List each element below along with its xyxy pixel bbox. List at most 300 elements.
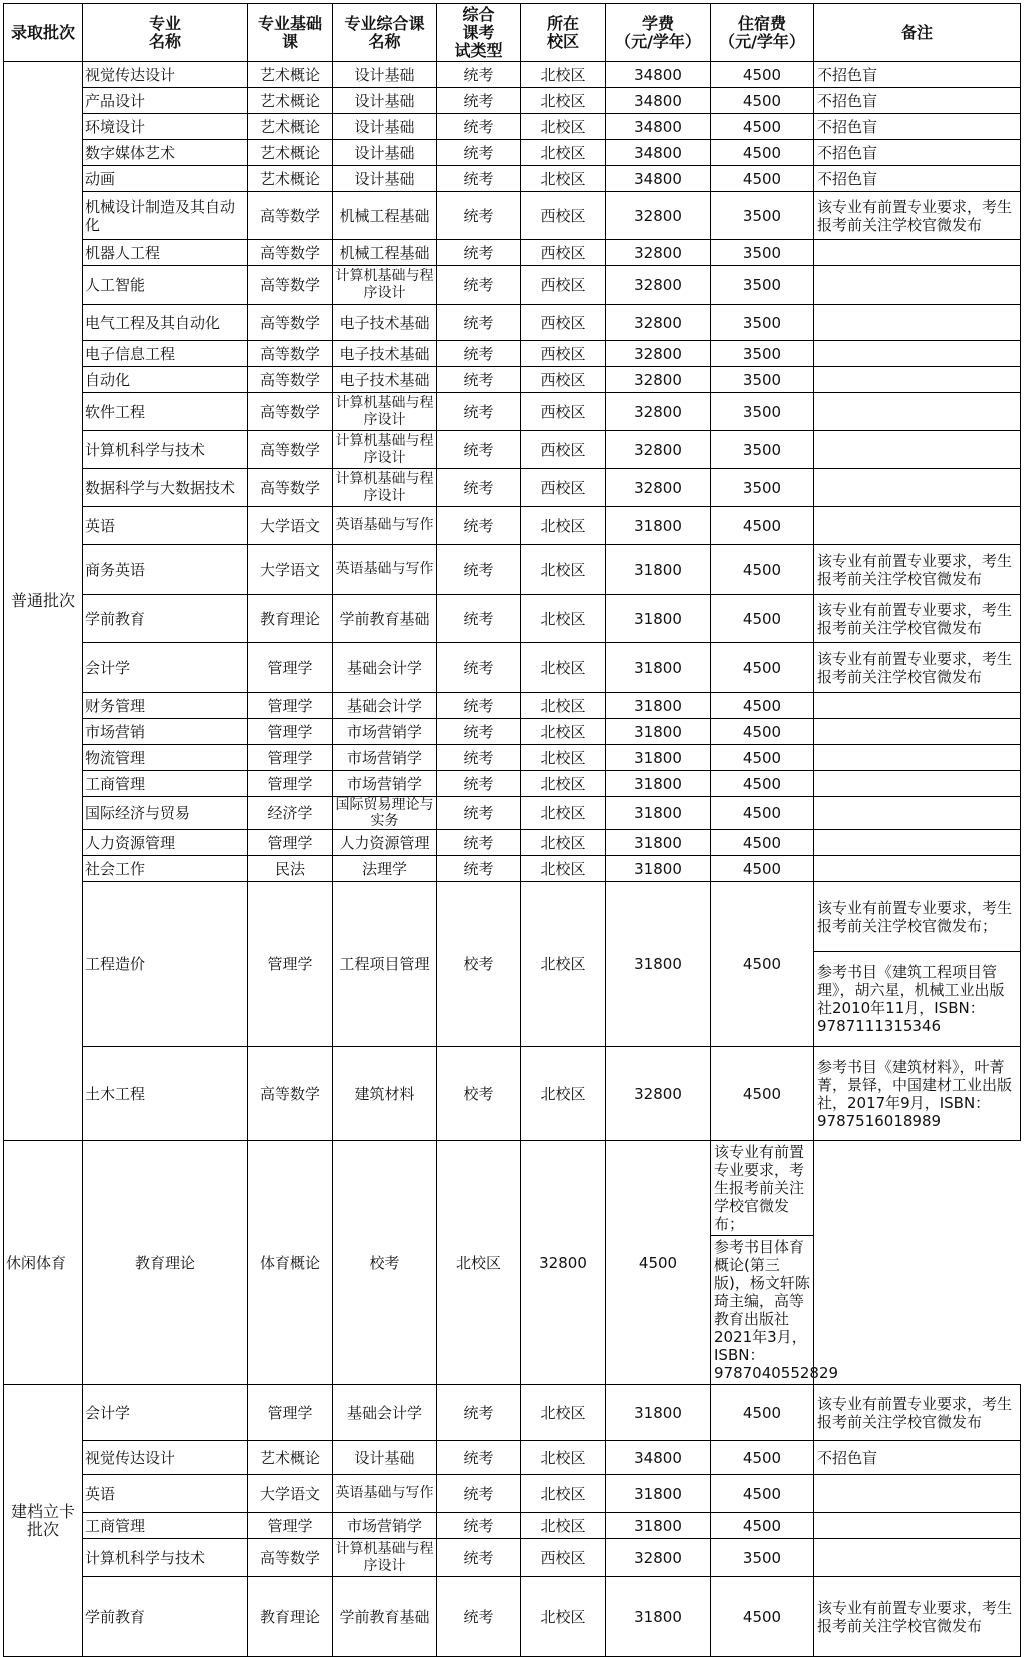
cell-exam: 统考 bbox=[437, 88, 521, 114]
cell-comp: 机械工程基础 bbox=[333, 240, 437, 266]
cell-dorm: 4500 bbox=[711, 1475, 814, 1513]
cell-campus: 北校区 bbox=[521, 88, 606, 114]
cell-major: 国际经济与贸易 bbox=[83, 797, 248, 830]
cell-campus: 北校区 bbox=[521, 1475, 606, 1513]
cell-exam: 统考 bbox=[437, 192, 521, 240]
table-row bbox=[4, 166, 1021, 192]
cell-dorm: 4500 bbox=[711, 719, 814, 745]
cell-comp: 市场营销学 bbox=[333, 1513, 437, 1539]
header-major: 专业 名称 bbox=[83, 4, 248, 62]
cell-campus: 北校区 bbox=[521, 1047, 606, 1141]
cell-note bbox=[814, 305, 1021, 341]
table-row bbox=[4, 469, 1021, 507]
cell-tuition: 31800 bbox=[606, 830, 711, 856]
cell-dorm: 4500 bbox=[711, 166, 814, 192]
table-row bbox=[4, 140, 1021, 166]
cell-campus: 西校区 bbox=[521, 393, 606, 431]
cell-note: 该专业有前置专业要求，考生报考前关注学校官微发布； bbox=[814, 882, 1021, 952]
cell-exam: 统考 bbox=[437, 1513, 521, 1539]
cell-campus: 北校区 bbox=[521, 830, 606, 856]
cell-comp: 机械工程基础 bbox=[333, 192, 437, 240]
cell-basic: 艺术概论 bbox=[248, 1441, 333, 1475]
batch-card: 建档立卡 批次 bbox=[4, 1385, 83, 1657]
cell-campus: 北校区 bbox=[521, 114, 606, 140]
cell-dorm: 4500 bbox=[711, 1385, 814, 1441]
cell-major: 人力资源管理 bbox=[83, 830, 248, 856]
cell-note bbox=[814, 367, 1021, 393]
cell-campus: 西校区 bbox=[521, 431, 606, 469]
cell-comp: 设计基础 bbox=[333, 88, 437, 114]
cell-comp: 计算机基础与程序设计 bbox=[333, 266, 437, 305]
cell-comp: 电子技术基础 bbox=[333, 305, 437, 341]
cell-tuition: 32800 bbox=[606, 341, 711, 367]
cell-comp: 市场营销学 bbox=[333, 719, 437, 745]
cell-note bbox=[814, 393, 1021, 431]
cell-comp: 基础会计学 bbox=[333, 693, 437, 719]
cell-basic: 管理学 bbox=[248, 693, 333, 719]
cell-tuition: 31800 bbox=[606, 882, 711, 1047]
cell-exam: 统考 bbox=[437, 771, 521, 797]
cell-comp: 设计基础 bbox=[333, 166, 437, 192]
cell-comp: 建筑材料 bbox=[333, 1047, 437, 1141]
cell-basic: 高等数学 bbox=[248, 240, 333, 266]
cell-major: 电子信息工程 bbox=[83, 341, 248, 367]
cell-comp: 基础会计学 bbox=[333, 643, 437, 693]
cell-basic: 艺术概论 bbox=[248, 62, 333, 88]
cell-exam: 校考 bbox=[437, 1047, 521, 1141]
cell-major: 电气工程及其自动化 bbox=[83, 305, 248, 341]
header-exam-type: 综合 课考 试类型 bbox=[437, 4, 521, 62]
table-row bbox=[4, 643, 1021, 693]
cell-dorm: 4500 bbox=[711, 545, 814, 595]
cell-dorm: 3500 bbox=[711, 431, 814, 469]
cell-exam: 统考 bbox=[437, 367, 521, 393]
cell-tuition: 31800 bbox=[606, 643, 711, 693]
cell-comp: 英语基础与写作 bbox=[333, 545, 437, 595]
table-row bbox=[4, 1141, 1021, 1236]
cell-comp: 设计基础 bbox=[333, 1441, 437, 1475]
cell-exam: 统考 bbox=[437, 341, 521, 367]
cell-basic: 管理学 bbox=[248, 643, 333, 693]
table-row bbox=[4, 745, 1021, 771]
cell-basic: 艺术概论 bbox=[248, 166, 333, 192]
cell-dorm: 3500 bbox=[711, 341, 814, 367]
cell-basic: 高等数学 bbox=[248, 469, 333, 507]
cell-tuition: 31800 bbox=[606, 1513, 711, 1539]
cell-basic: 管理学 bbox=[248, 745, 333, 771]
cell-note: 该专业有前置专业要求，考生报考前关注学校官微发布 bbox=[814, 1577, 1021, 1657]
cell-note: 该专业有前置专业要求，考生报考前关注学校官微发布 bbox=[814, 192, 1021, 240]
cell-campus: 西校区 bbox=[521, 266, 606, 305]
cell-note bbox=[814, 1475, 1021, 1513]
cell-note: 该专业有前置专业要求，考生报考前关注学校官微发布 bbox=[814, 595, 1021, 643]
cell-campus: 北校区 bbox=[521, 507, 606, 545]
cell-basic: 高等数学 bbox=[248, 192, 333, 240]
cell-comp: 工程项目管理 bbox=[333, 882, 437, 1047]
table-row bbox=[4, 797, 1021, 830]
cell-note bbox=[814, 719, 1021, 745]
cell-major: 英语 bbox=[83, 507, 248, 545]
table-row bbox=[4, 1577, 1021, 1657]
cell-tuition: 31800 bbox=[606, 1577, 711, 1657]
cell-major: 学前教育 bbox=[83, 595, 248, 643]
header-batch: 录取批次 bbox=[4, 4, 83, 62]
cell-exam: 统考 bbox=[437, 693, 521, 719]
cell-basic: 高等数学 bbox=[248, 341, 333, 367]
table-row bbox=[4, 367, 1021, 393]
cell-note bbox=[814, 469, 1021, 507]
cell-exam: 统考 bbox=[437, 797, 521, 830]
cell-major: 会计学 bbox=[83, 1385, 248, 1441]
cell-tuition: 31800 bbox=[606, 545, 711, 595]
cell-basic: 教育理论 bbox=[248, 595, 333, 643]
cell-dorm: 4500 bbox=[711, 595, 814, 643]
cell-basic: 艺术概论 bbox=[248, 140, 333, 166]
cell-dorm: 3500 bbox=[711, 192, 814, 240]
cell-tuition: 32800 bbox=[606, 367, 711, 393]
cell-dorm: 4500 bbox=[711, 62, 814, 88]
cell-comp: 计算机基础与程序设计 bbox=[333, 393, 437, 431]
cell-tuition: 32800 bbox=[606, 266, 711, 305]
cell-basic: 高等数学 bbox=[248, 431, 333, 469]
cell-note bbox=[814, 1513, 1021, 1539]
table-row bbox=[4, 595, 1021, 643]
cell-major: 土木工程 bbox=[83, 1047, 248, 1141]
cell-exam: 统考 bbox=[437, 856, 521, 882]
cell-comp: 计算机基础与程序设计 bbox=[333, 1539, 437, 1577]
cell-comp: 设计基础 bbox=[333, 62, 437, 88]
cell-major: 商务英语 bbox=[83, 545, 248, 595]
cell-campus: 西校区 bbox=[521, 367, 606, 393]
cell-comp: 电子技术基础 bbox=[333, 341, 437, 367]
cell-major: 数据科学与大数据技术 bbox=[83, 469, 248, 507]
cell-note: 该专业有前置专业要求，考生报考前关注学校官微发布 bbox=[814, 545, 1021, 595]
cell-dorm: 4500 bbox=[711, 745, 814, 771]
cell-major: 会计学 bbox=[83, 643, 248, 693]
cell-tuition: 31800 bbox=[606, 507, 711, 545]
cell-dorm: 4500 bbox=[606, 1141, 711, 1385]
cell-tuition: 32800 bbox=[606, 431, 711, 469]
cell-dorm: 4500 bbox=[711, 882, 814, 1047]
table-row bbox=[4, 192, 1021, 240]
cell-major: 软件工程 bbox=[83, 393, 248, 431]
cell-campus: 西校区 bbox=[521, 341, 606, 367]
cell-dorm: 3500 bbox=[711, 266, 814, 305]
cell-tuition: 31800 bbox=[606, 771, 711, 797]
cell-tuition: 34800 bbox=[606, 1441, 711, 1475]
cell-note bbox=[814, 240, 1021, 266]
cell-note: 参考书目《建筑材料》，叶菁菁，景铎，中国建材工业出版社，2017年9月，ISBN：9787516018989 bbox=[814, 1047, 1021, 1141]
table-row bbox=[4, 1441, 1021, 1475]
cell-campus: 西校区 bbox=[521, 305, 606, 341]
cell-campus: 北校区 bbox=[521, 140, 606, 166]
cell-dorm: 4500 bbox=[711, 643, 814, 693]
cell-note bbox=[814, 830, 1021, 856]
cell-exam: 统考 bbox=[437, 643, 521, 693]
cell-comp: 人力资源管理 bbox=[333, 830, 437, 856]
cell-exam: 统考 bbox=[437, 507, 521, 545]
cell-basic: 教育理论 bbox=[83, 1141, 248, 1385]
cell-campus: 北校区 bbox=[521, 62, 606, 88]
cell-exam: 统考 bbox=[437, 1385, 521, 1441]
cell-tuition: 34800 bbox=[606, 88, 711, 114]
cell-exam: 统考 bbox=[437, 545, 521, 595]
cell-tuition: 32800 bbox=[606, 192, 711, 240]
cell-exam: 统考 bbox=[437, 114, 521, 140]
cell-major: 社会工作 bbox=[83, 856, 248, 882]
cell-note bbox=[814, 771, 1021, 797]
cell-note: 该专业有前置专业要求，考生报考前关注学校官微发布 bbox=[814, 1385, 1021, 1441]
cell-basic: 高等数学 bbox=[248, 1047, 333, 1141]
cell-basic: 管理学 bbox=[248, 719, 333, 745]
cell-dorm: 4500 bbox=[711, 797, 814, 830]
table-row bbox=[4, 1385, 1021, 1441]
cell-basic: 高等数学 bbox=[248, 266, 333, 305]
cell-exam: 统考 bbox=[437, 1441, 521, 1475]
cell-campus: 西校区 bbox=[521, 469, 606, 507]
cell-dorm: 3500 bbox=[711, 469, 814, 507]
cell-major: 人工智能 bbox=[83, 266, 248, 305]
cell-comp: 学前教育基础 bbox=[333, 1577, 437, 1657]
cell-tuition: 31800 bbox=[606, 745, 711, 771]
cell-exam: 统考 bbox=[437, 719, 521, 745]
cell-note bbox=[814, 507, 1021, 545]
cell-note: 参考书目体育概论(第三版)，杨文轩陈琦主编，高等教育出版社 2021年3月，ISBN：9787040552829 bbox=[711, 1236, 814, 1385]
cell-note bbox=[814, 431, 1021, 469]
cell-note: 不招色盲 bbox=[814, 62, 1021, 88]
table-row bbox=[4, 719, 1021, 745]
cell-basic: 艺术概论 bbox=[248, 88, 333, 114]
cell-basic: 大学语文 bbox=[248, 1475, 333, 1513]
cell-note: 参考书目《建筑工程项目管理》，胡六星，机械工业出版社2010年11月，ISBN：9787111315346 bbox=[814, 952, 1021, 1047]
cell-major: 动画 bbox=[83, 166, 248, 192]
cell-major: 自动化 bbox=[83, 367, 248, 393]
cell-exam: 统考 bbox=[437, 240, 521, 266]
table-row bbox=[4, 114, 1021, 140]
cell-campus: 北校区 bbox=[521, 166, 606, 192]
cell-exam: 统考 bbox=[437, 1577, 521, 1657]
cell-major: 视觉传达设计 bbox=[83, 62, 248, 88]
cell-campus: 西校区 bbox=[521, 240, 606, 266]
cell-dorm: 3500 bbox=[711, 1539, 814, 1577]
cell-note bbox=[814, 693, 1021, 719]
table-row bbox=[4, 341, 1021, 367]
header-note: 备注 bbox=[814, 4, 1021, 62]
cell-tuition: 31800 bbox=[606, 1385, 711, 1441]
cell-tuition: 32800 bbox=[606, 1539, 711, 1577]
cell-exam: 统考 bbox=[437, 140, 521, 166]
header-dorm-fee: 住宿费 （元/学年） bbox=[711, 4, 814, 62]
cell-basic: 高等数学 bbox=[248, 1539, 333, 1577]
cell-major: 英语 bbox=[83, 1475, 248, 1513]
cell-comp: 计算机基础与程序设计 bbox=[333, 469, 437, 507]
cell-note: 该专业有前置专业要求，考生报考前关注学校官微发布 bbox=[814, 643, 1021, 693]
table-row bbox=[4, 830, 1021, 856]
cell-basic: 管理学 bbox=[248, 882, 333, 1047]
cell-comp: 英语基础与写作 bbox=[333, 507, 437, 545]
cell-exam: 统考 bbox=[437, 469, 521, 507]
cell-dorm: 4500 bbox=[711, 1047, 814, 1141]
admission-table bbox=[3, 3, 1021, 1657]
cell-campus: 北校区 bbox=[521, 1385, 606, 1441]
cell-dorm: 3500 bbox=[711, 240, 814, 266]
cell-campus: 北校区 bbox=[521, 595, 606, 643]
cell-comp: 英语基础与写作 bbox=[333, 1475, 437, 1513]
cell-major: 工程造价 bbox=[83, 882, 248, 1047]
cell-campus: 北校区 bbox=[521, 545, 606, 595]
cell-major: 产品设计 bbox=[83, 88, 248, 114]
cell-basic: 教育理论 bbox=[248, 1577, 333, 1657]
cell-campus: 北校区 bbox=[521, 797, 606, 830]
cell-major: 计算机科学与技术 bbox=[83, 431, 248, 469]
table-row bbox=[4, 88, 1021, 114]
cell-exam: 统考 bbox=[437, 305, 521, 341]
cell-major: 工商管理 bbox=[83, 771, 248, 797]
cell-exam: 统考 bbox=[437, 830, 521, 856]
cell-campus: 北校区 bbox=[521, 719, 606, 745]
table-row bbox=[4, 240, 1021, 266]
cell-comp: 体育概论 bbox=[248, 1141, 333, 1385]
cell-dorm: 4500 bbox=[711, 507, 814, 545]
cell-dorm: 4500 bbox=[711, 771, 814, 797]
cell-comp: 电子技术基础 bbox=[333, 367, 437, 393]
cell-major: 工商管理 bbox=[83, 1513, 248, 1539]
cell-note: 不招色盲 bbox=[814, 166, 1021, 192]
table-row bbox=[4, 1539, 1021, 1577]
cell-tuition: 32800 bbox=[606, 1047, 711, 1141]
cell-major: 市场营销 bbox=[83, 719, 248, 745]
cell-campus: 北校区 bbox=[521, 693, 606, 719]
cell-tuition: 32800 bbox=[606, 469, 711, 507]
header-tuition: 学费 （元/学年） bbox=[606, 4, 711, 62]
table-row bbox=[4, 62, 1021, 88]
table-row bbox=[4, 882, 1021, 952]
cell-campus: 北校区 bbox=[521, 1441, 606, 1475]
cell-dorm: 4500 bbox=[711, 830, 814, 856]
cell-note bbox=[814, 266, 1021, 305]
cell-major: 数字媒体艺术 bbox=[83, 140, 248, 166]
cell-exam: 统考 bbox=[437, 1539, 521, 1577]
cell-campus: 北校区 bbox=[521, 1513, 606, 1539]
cell-dorm: 4500 bbox=[711, 1577, 814, 1657]
cell-basic: 大学语文 bbox=[248, 507, 333, 545]
cell-tuition: 34800 bbox=[606, 62, 711, 88]
cell-exam: 统考 bbox=[437, 745, 521, 771]
cell-dorm: 4500 bbox=[711, 114, 814, 140]
cell-major: 机械设计制造及其自动化 bbox=[83, 192, 248, 240]
cell-dorm: 4500 bbox=[711, 856, 814, 882]
table-row bbox=[4, 1047, 1021, 1141]
cell-tuition: 34800 bbox=[606, 140, 711, 166]
cell-comp: 法理学 bbox=[333, 856, 437, 882]
cell-basic: 艺术概论 bbox=[248, 114, 333, 140]
cell-tuition: 31800 bbox=[606, 856, 711, 882]
cell-exam: 统考 bbox=[437, 62, 521, 88]
table-row bbox=[4, 856, 1021, 882]
cell-dorm: 3500 bbox=[711, 305, 814, 341]
table-row bbox=[4, 1513, 1021, 1539]
cell-basic: 高等数学 bbox=[248, 393, 333, 431]
header-row bbox=[4, 4, 1021, 62]
cell-comp: 计算机基础与程序设计 bbox=[333, 431, 437, 469]
cell-exam: 校考 bbox=[333, 1141, 437, 1385]
cell-exam: 统考 bbox=[437, 393, 521, 431]
cell-comp: 市场营销学 bbox=[333, 745, 437, 771]
cell-note: 不招色盲 bbox=[814, 114, 1021, 140]
cell-tuition: 31800 bbox=[606, 719, 711, 745]
cell-note bbox=[814, 1539, 1021, 1577]
cell-basic: 大学语文 bbox=[248, 545, 333, 595]
cell-tuition: 31800 bbox=[606, 595, 711, 643]
cell-campus: 西校区 bbox=[521, 1539, 606, 1577]
cell-note: 不招色盲 bbox=[814, 88, 1021, 114]
cell-basic: 经济学 bbox=[248, 797, 333, 830]
header-basic-course: 专业基础 课 bbox=[248, 4, 333, 62]
cell-campus: 北校区 bbox=[521, 882, 606, 1047]
cell-campus: 西校区 bbox=[521, 192, 606, 240]
header-comprehensive-course: 专业综合课 名称 bbox=[333, 4, 437, 62]
cell-note bbox=[814, 341, 1021, 367]
table-row bbox=[4, 393, 1021, 431]
cell-tuition: 31800 bbox=[606, 797, 711, 830]
cell-exam: 统考 bbox=[437, 266, 521, 305]
batch-regular: 普通批次 bbox=[4, 62, 83, 1141]
cell-major: 计算机科学与技术 bbox=[83, 1539, 248, 1577]
cell-basic: 高等数学 bbox=[248, 305, 333, 341]
cell-note bbox=[814, 856, 1021, 882]
cell-major: 机器人工程 bbox=[83, 240, 248, 266]
cell-exam: 统考 bbox=[437, 595, 521, 643]
cell-dorm: 4500 bbox=[711, 1441, 814, 1475]
cell-note bbox=[814, 797, 1021, 830]
cell-dorm: 4500 bbox=[711, 88, 814, 114]
cell-campus: 北校区 bbox=[521, 745, 606, 771]
cell-basic: 管理学 bbox=[248, 1513, 333, 1539]
cell-note: 不招色盲 bbox=[814, 1441, 1021, 1475]
cell-dorm: 3500 bbox=[711, 367, 814, 393]
cell-basic: 管理学 bbox=[248, 830, 333, 856]
cell-basic: 管理学 bbox=[248, 771, 333, 797]
cell-basic: 管理学 bbox=[248, 1385, 333, 1441]
header-campus: 所在 校区 bbox=[521, 4, 606, 62]
cell-exam: 统考 bbox=[437, 166, 521, 192]
cell-comp: 设计基础 bbox=[333, 140, 437, 166]
cell-comp: 基础会计学 bbox=[333, 1385, 437, 1441]
cell-major: 环境设计 bbox=[83, 114, 248, 140]
cell-tuition: 34800 bbox=[606, 114, 711, 140]
cell-dorm: 4500 bbox=[711, 693, 814, 719]
cell-exam: 统考 bbox=[437, 1475, 521, 1513]
table-row bbox=[4, 771, 1021, 797]
cell-tuition: 32800 bbox=[521, 1141, 606, 1385]
cell-tuition: 32800 bbox=[606, 240, 711, 266]
cell-note bbox=[814, 745, 1021, 771]
cell-dorm: 4500 bbox=[711, 140, 814, 166]
cell-campus: 北校区 bbox=[521, 643, 606, 693]
cell-major: 休闲体育 bbox=[4, 1141, 83, 1385]
cell-exam: 校考 bbox=[437, 882, 521, 1047]
table-row bbox=[4, 545, 1021, 595]
cell-comp: 国际贸易理论与实务 bbox=[333, 797, 437, 830]
cell-note: 该专业有前置专业要求，考生报考前关注学校官微发布； bbox=[711, 1141, 814, 1236]
table-row bbox=[4, 693, 1021, 719]
cell-major: 财务管理 bbox=[83, 693, 248, 719]
table-row bbox=[4, 305, 1021, 341]
cell-basic: 民法 bbox=[248, 856, 333, 882]
table-row bbox=[4, 266, 1021, 305]
cell-dorm: 4500 bbox=[711, 1513, 814, 1539]
cell-campus: 北校区 bbox=[521, 856, 606, 882]
